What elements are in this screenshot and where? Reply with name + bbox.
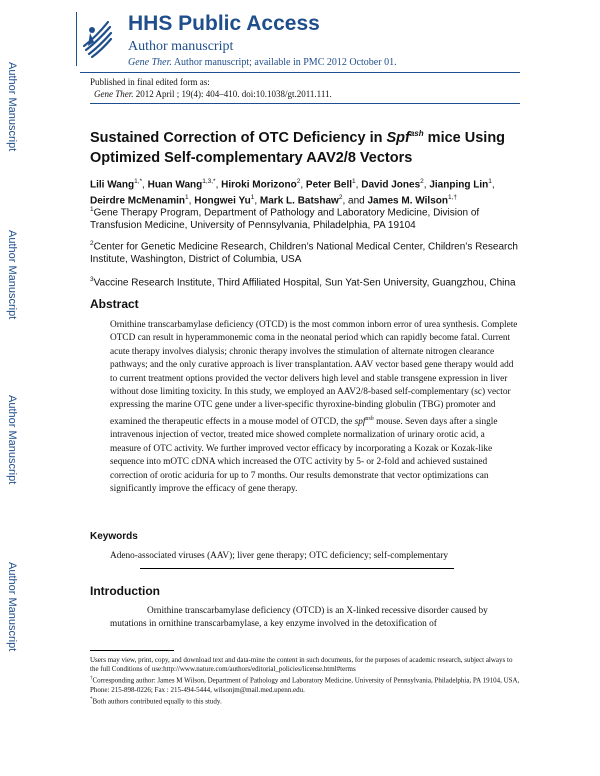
footnote-terms: Users may view, print, copy, and download text and data-mine the content in such documents, for the purposes of academic research, subject always to the full Conditions of use:http://www.nature.com/authors/editorial_policies/license.html#terms (90, 656, 513, 674)
hhs-eagle-logo-icon (80, 16, 114, 60)
hhs-public-access-title: HHS Public Access (128, 12, 320, 35)
keywords-rule (140, 568, 454, 569)
author-list: Lili Wang$^{1,*}$, Huan Wang$^{1,3,*}$, Hiroki Morizono$^2$, Peter Bell$^1$, David Jones$^2$, Jianping Lin$^1$, Deirdre McMenamin$^1$, Hongwei Yu$^1$, Mark L. Batshaw$^2$, and James M. Wilson$^{1,\dagger}$ (90, 178, 495, 207)
keywords-text: Adeno-associated viruses (AAV); liver gene therapy; OTC deficiency; self-complementary (110, 551, 449, 561)
citation-rule (90, 103, 520, 104)
side-label-3: Author Manuscript (6, 395, 18, 485)
affiliation-3: $^3$Vaccine Research Institute, Third Affiliated Hospital, Sun Yat-Sen University, Guangzhou, China (90, 276, 516, 289)
footnotes (90, 656, 520, 707)
footnote-equal: *Both authors contributed equally to this study. (90, 697, 222, 706)
introduction-heading: Introduction (90, 584, 160, 598)
keywords-heading: Keywords (90, 531, 138, 542)
abstract-heading: Abstract (90, 297, 139, 311)
side-label-2: Author Manuscript (6, 230, 18, 320)
affiliation-2: $^2$Center for Genetic Medicine Research, Children’s National Medical Center, Children’s Research Institute, Washington, District of Columbia, USA (90, 240, 518, 266)
author-manuscript-label: Author manuscript (128, 39, 234, 54)
abstract-text: Ornithine transcarbamylase deficiency (OTCD) is the most common inborn error of urea synthesis. Complete OTCD can result in hyperammonemic coma in the neonatal period which can rapidly become fatal. Current acute therapy involves dialysis; chronic therapy involves the stimulation of alternate nitrogen clearance pathways; and the only curative approach is liver transplantation. AAV vector based gene therapy would add to current treatment options provided the vector delivers high level and stable transgene expression in liver without dose limiting toxicity. In this study, we employed an AAV2/8-based self-complementary (sc) vector expressing the marine OTC gene under a liver-specific thyroxine-binding globulin (TBG) promoter and examined the therapeutic effects in a mouse model of OTCD, the spf$^{ash}$ mouse. Seven days after a single intravenous injection of vector, treated mice showed complete normalization of urinary orotic acid, a measure of OTC activity. We further improved vector efficacy by incorporating a Kozak or Kozak-like sequence into mOTC cDNA which increased the OTC activity by 5- or 2-fold and achieved sustained correction of orotic aciduria for up to 7 months. Our results demonstrate that vector optimizations can significantly improve the efficacy of gene therapy. (110, 320, 518, 494)
side-label-1: Author Manuscript (6, 62, 18, 152)
journal-availability-line: Gene Ther. Author manuscript; available in PMC 2012 October 01. (128, 57, 397, 68)
article-title: Sustained Correction of OTC Deficiency in Spf$^{ash}$ mice Using Optimized Self-complementary AAV2/8 Vectors (90, 129, 506, 166)
affiliation-1: $^1$Gene Therapy Program, Department of Pathology and Laboratory Medicine, Division of Transfusion Medicine, University of Pennsylvania, Philadelphia, PA 19104 (90, 206, 480, 232)
introduction-text: Ornithine transcarbamylase deficiency (OTCD) is an X-linked recessive disorder caused by mutations in ornithine transcarbamylase, a key enzyme involved in the detoxification of (110, 606, 488, 630)
header-vertical-rule (76, 12, 77, 66)
footnote-corresponding: †Corresponding author: James M Wilson, Department of Pathology and Laboratory Medicine, University of Pennsylvania, Philadelphia, PA 19104, USA, Phone: 215-898-0226; Fax : 215-494-5444, wilsonjm@mail.med.upenn.edu. (90, 676, 520, 694)
footnote-rule (90, 650, 174, 651)
header-rule (80, 72, 520, 73)
published-label: Published in final edited form as: (90, 77, 210, 87)
citation-line: Gene Ther. 2012 April ; 19(4): 404–410. doi:10.1038/gt.2011.111. (94, 89, 332, 99)
side-label-4: Author Manuscript (6, 562, 18, 652)
